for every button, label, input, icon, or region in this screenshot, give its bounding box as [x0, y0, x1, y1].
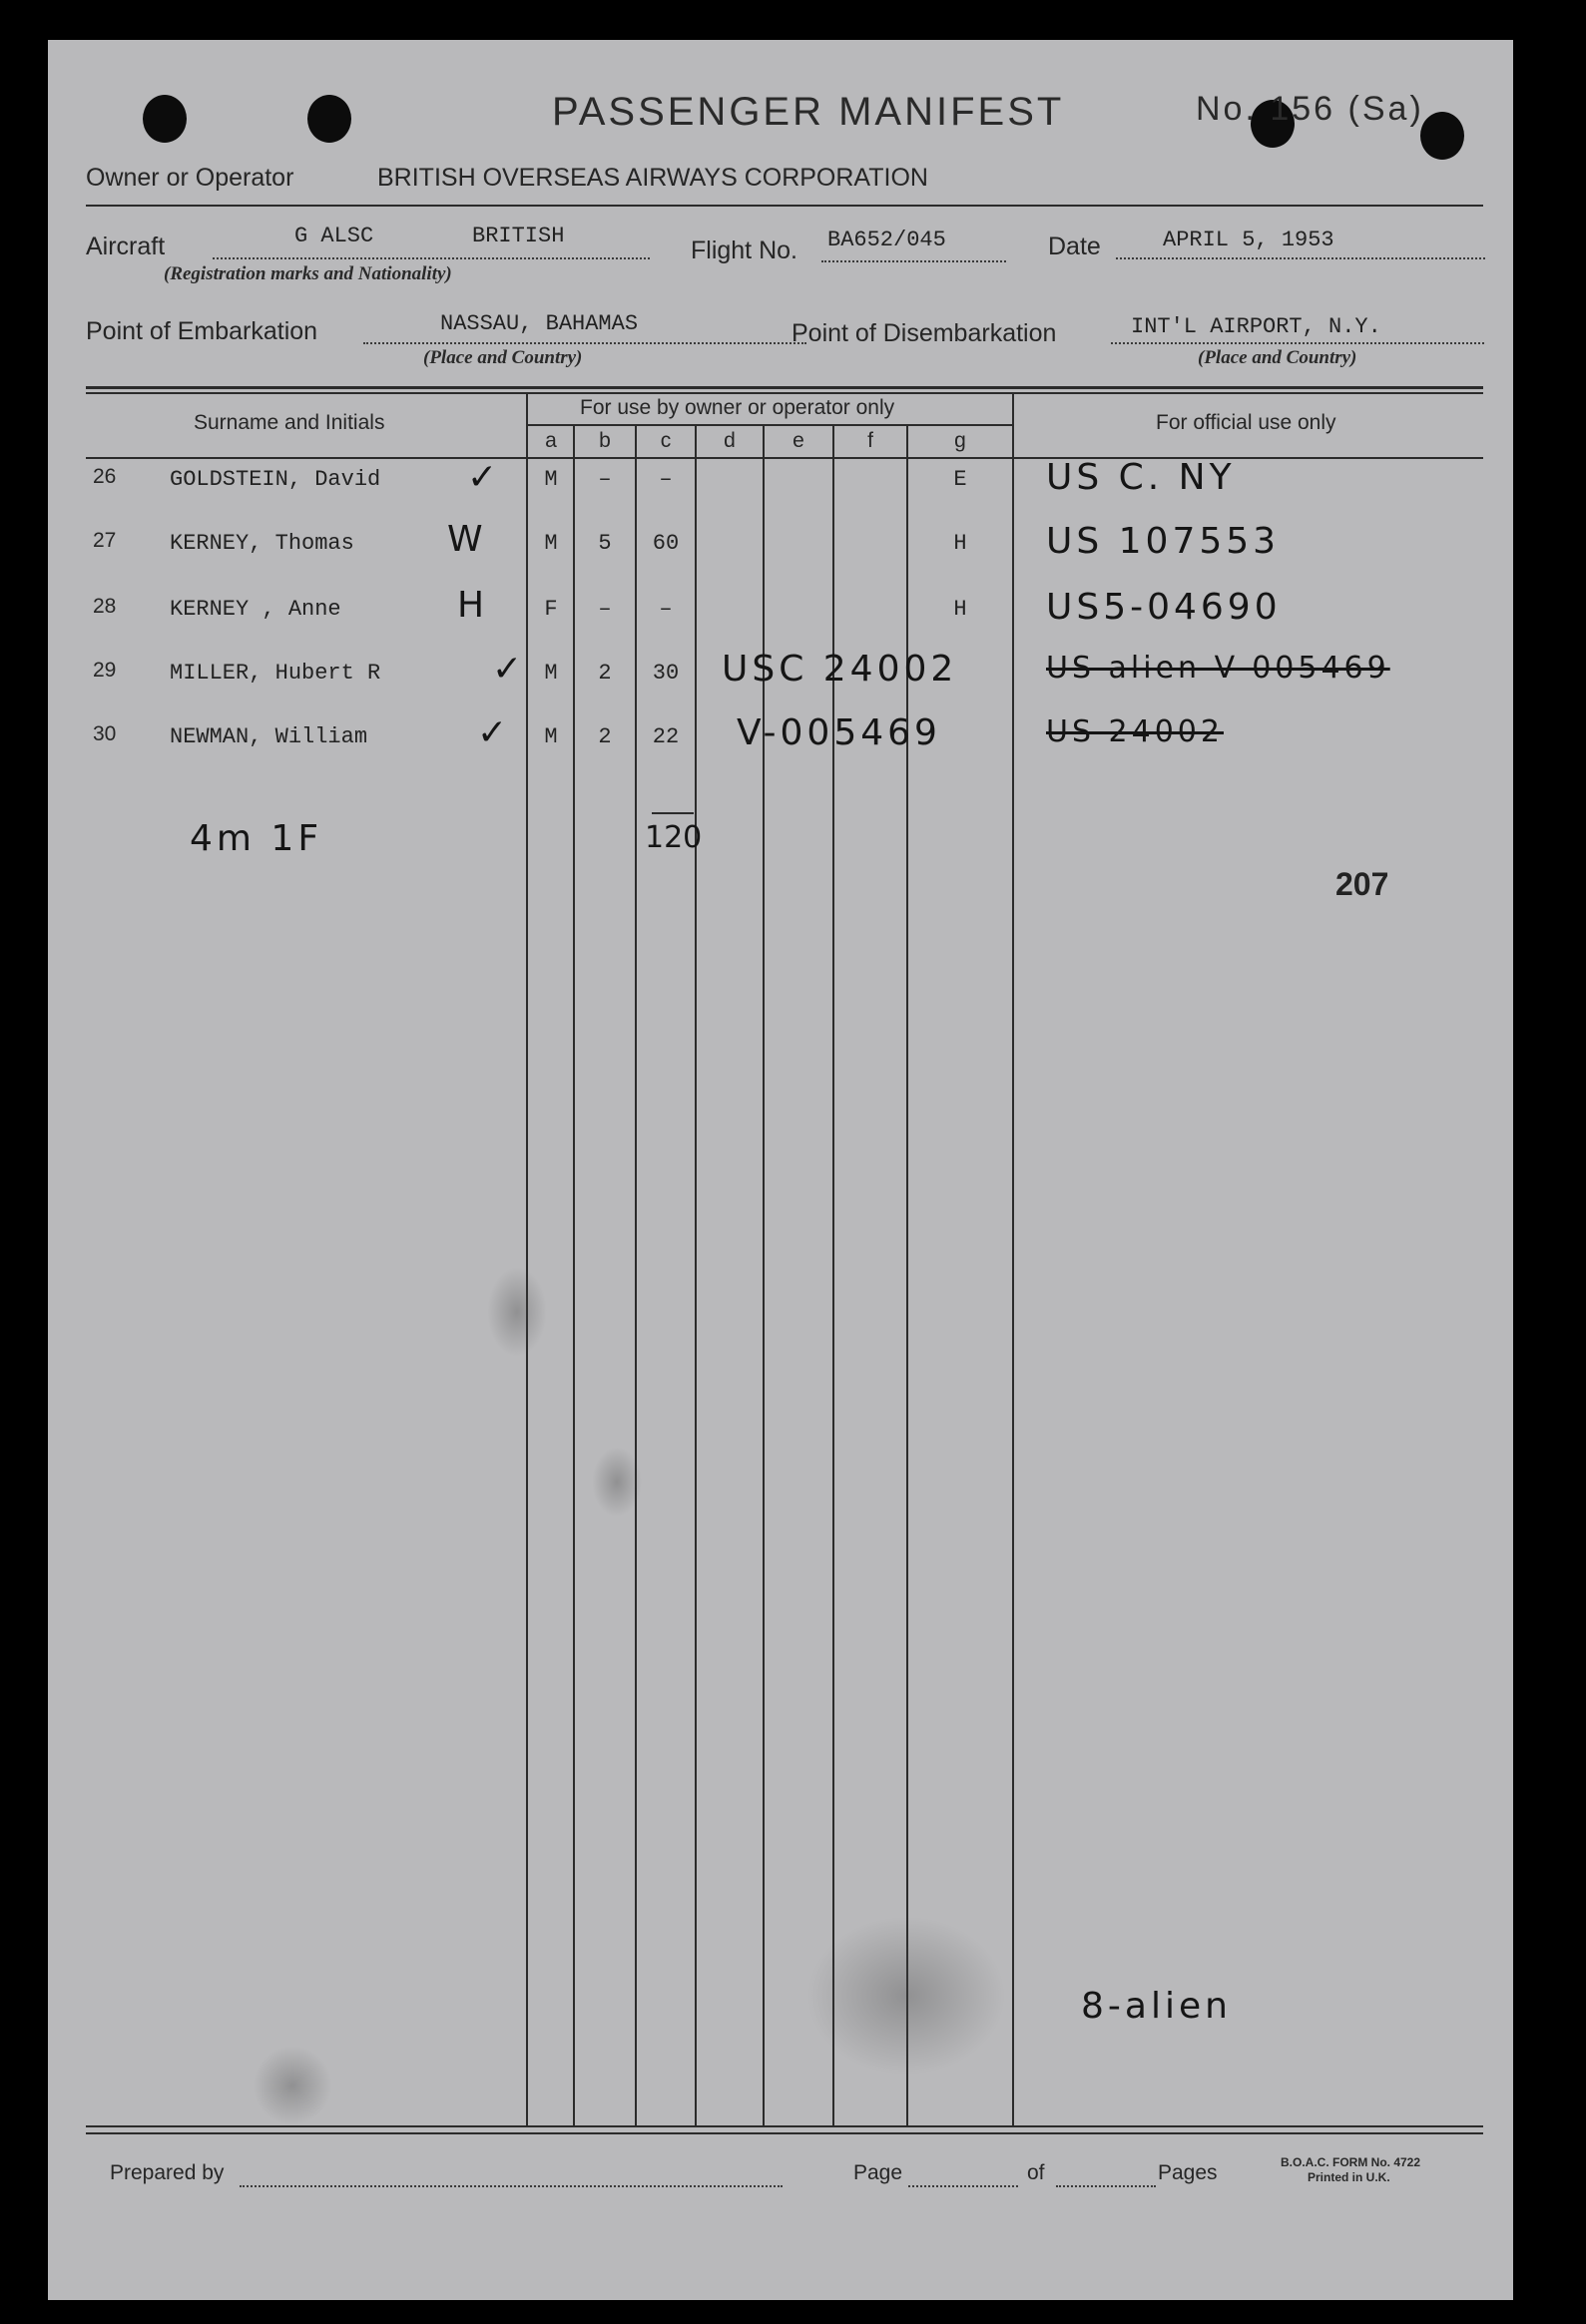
row-27-g: H — [953, 531, 967, 556]
date-line — [1116, 257, 1485, 259]
embarkation-line — [363, 342, 806, 344]
document-title: PASSENGER MANIFEST — [552, 90, 1065, 134]
aircraft-nationality: BRITISH — [472, 224, 565, 248]
row-30-d: V-005469 — [737, 712, 941, 753]
row-29-d: USC 24002 — [722, 649, 958, 690]
row-26-number: 26 — [93, 465, 117, 488]
passenger-tally: 4m 1F — [190, 818, 323, 859]
flight-line — [821, 260, 1006, 262]
row-28-name: KERNEY , Anne — [170, 597, 341, 622]
total-rule — [652, 812, 694, 814]
page-line — [908, 2185, 1018, 2187]
subcol-d: d — [724, 429, 736, 452]
row-29-check: ✓ — [492, 649, 527, 690]
row-26-official: US C. NY — [1046, 457, 1236, 498]
alien-note: 8-alien — [1081, 1986, 1232, 2027]
table-top-rule-2 — [86, 392, 1483, 394]
embarkation-label: Point of Embarkation — [86, 317, 318, 345]
prepared-by-label: Prepared by — [110, 2161, 225, 2184]
total-c: 120 — [645, 820, 703, 855]
aircraft-line — [213, 257, 650, 259]
subcol-f: f — [867, 429, 873, 452]
punch-hole-right — [1420, 112, 1464, 160]
row-28-b: – — [598, 597, 612, 622]
date-label: Date — [1048, 232, 1101, 260]
subcol-c: c — [660, 429, 672, 452]
subcol-e: e — [793, 429, 804, 452]
flight-value: BA652/045 — [827, 228, 946, 252]
smudge — [806, 1916, 1006, 2076]
row-29-number: 29 — [93, 659, 117, 682]
table-top-rule — [86, 386, 1483, 389]
smudge — [253, 2046, 332, 2125]
form-printed: Printed in U.K. — [1308, 2170, 1390, 2184]
subcol-b: b — [599, 429, 611, 452]
punch-hole-left-2 — [307, 95, 351, 143]
row-30-c: 22 — [652, 724, 680, 749]
header-owner-use: For use by owner or operator only — [580, 396, 895, 419]
owner-rule — [86, 205, 1483, 207]
embarkation-value: NASSAU, BAHAMAS — [440, 311, 639, 336]
header-bottom-rule — [86, 457, 1483, 459]
col-divider-official — [1012, 394, 1014, 2125]
row-27-name: KERNEY, Thomas — [170, 531, 354, 556]
row-27-b: 5 — [598, 531, 612, 556]
col-divider-name — [526, 394, 528, 2125]
embarkation-caption: (Place and Country) — [423, 347, 583, 368]
row-28-number: 28 — [93, 595, 117, 618]
header-surname: Surname and Initials — [194, 411, 385, 434]
col-divider-cd — [695, 424, 697, 2125]
row-26-b: – — [598, 467, 612, 492]
disembarkation-line — [1111, 342, 1484, 344]
row-27-a: M — [544, 531, 558, 556]
row-30-official: US 24002 — [1046, 714, 1224, 749]
manifest-sheet — [48, 40, 1513, 2300]
row-27-mark: W — [447, 519, 487, 560]
prepared-by-line — [240, 2185, 783, 2187]
manifest-number: No. 156 (Sa) — [1196, 90, 1424, 128]
row-30-check: ✓ — [477, 712, 512, 753]
aircraft-caption: (Registration marks and Nationality) — [164, 263, 452, 284]
owner-subheader-rule — [526, 424, 1013, 426]
punch-hole-left — [143, 95, 187, 143]
stamp-number: 207 — [1335, 866, 1389, 902]
row-27-c: 60 — [652, 531, 680, 556]
row-28-official: US5-04690 — [1046, 587, 1282, 628]
row-26-c: – — [659, 467, 673, 492]
flight-label: Flight No. — [691, 236, 797, 264]
subcol-a: a — [545, 429, 557, 452]
header-official-use: For official use only — [1156, 411, 1336, 434]
of-label: of — [1027, 2161, 1045, 2184]
disembarkation-caption: (Place and Country) — [1198, 347, 1357, 368]
table-bottom-rule — [86, 2125, 1483, 2127]
pages-label: Pages — [1158, 2161, 1218, 2184]
row-26-g: E — [953, 467, 967, 492]
row-30-b: 2 — [598, 724, 612, 749]
row-29-b: 2 — [598, 661, 612, 686]
form-number: B.O.A.C. FORM No. 4722 — [1281, 2155, 1421, 2169]
row-28-c: – — [659, 597, 673, 622]
row-28-g: H — [953, 597, 967, 622]
row-29-a: M — [544, 661, 558, 686]
row-28-a: F — [544, 597, 558, 622]
row-27-number: 27 — [93, 529, 117, 552]
aircraft-label: Aircraft — [86, 232, 166, 260]
page-label: Page — [853, 2161, 903, 2184]
smudge — [487, 1267, 547, 1357]
disembarkation-value: INT'L AIRPORT, N.Y. — [1131, 314, 1381, 339]
row-30-name: NEWMAN, William — [170, 724, 368, 749]
table-bottom-rule-2 — [86, 2132, 1483, 2134]
row-29-official: US alien V-005469 — [1046, 651, 1390, 686]
row-29-c: 30 — [652, 661, 680, 686]
row-27-official: US 107553 — [1046, 521, 1281, 562]
row-29-name: MILLER, Hubert R — [170, 661, 381, 686]
row-30-a: M — [544, 724, 558, 749]
subcol-g: g — [954, 429, 966, 452]
owner-label: Owner or Operator — [86, 164, 294, 192]
row-28-mark: H — [457, 585, 489, 626]
disembarkation-label: Point of Disembarkation — [792, 319, 1057, 347]
row-30-number: 30 — [93, 722, 117, 745]
row-26-a: M — [544, 467, 558, 492]
date-value: APRIL 5, 1953 — [1163, 228, 1334, 252]
aircraft-registration: G ALSC — [294, 224, 374, 248]
row-26-check: ✓ — [467, 457, 502, 498]
owner-value: BRITISH OVERSEAS AIRWAYS CORPORATION — [377, 164, 928, 192]
of-line — [1056, 2185, 1156, 2187]
row-26-name: GOLDSTEIN, David — [170, 467, 381, 492]
smudge — [592, 1447, 642, 1517]
